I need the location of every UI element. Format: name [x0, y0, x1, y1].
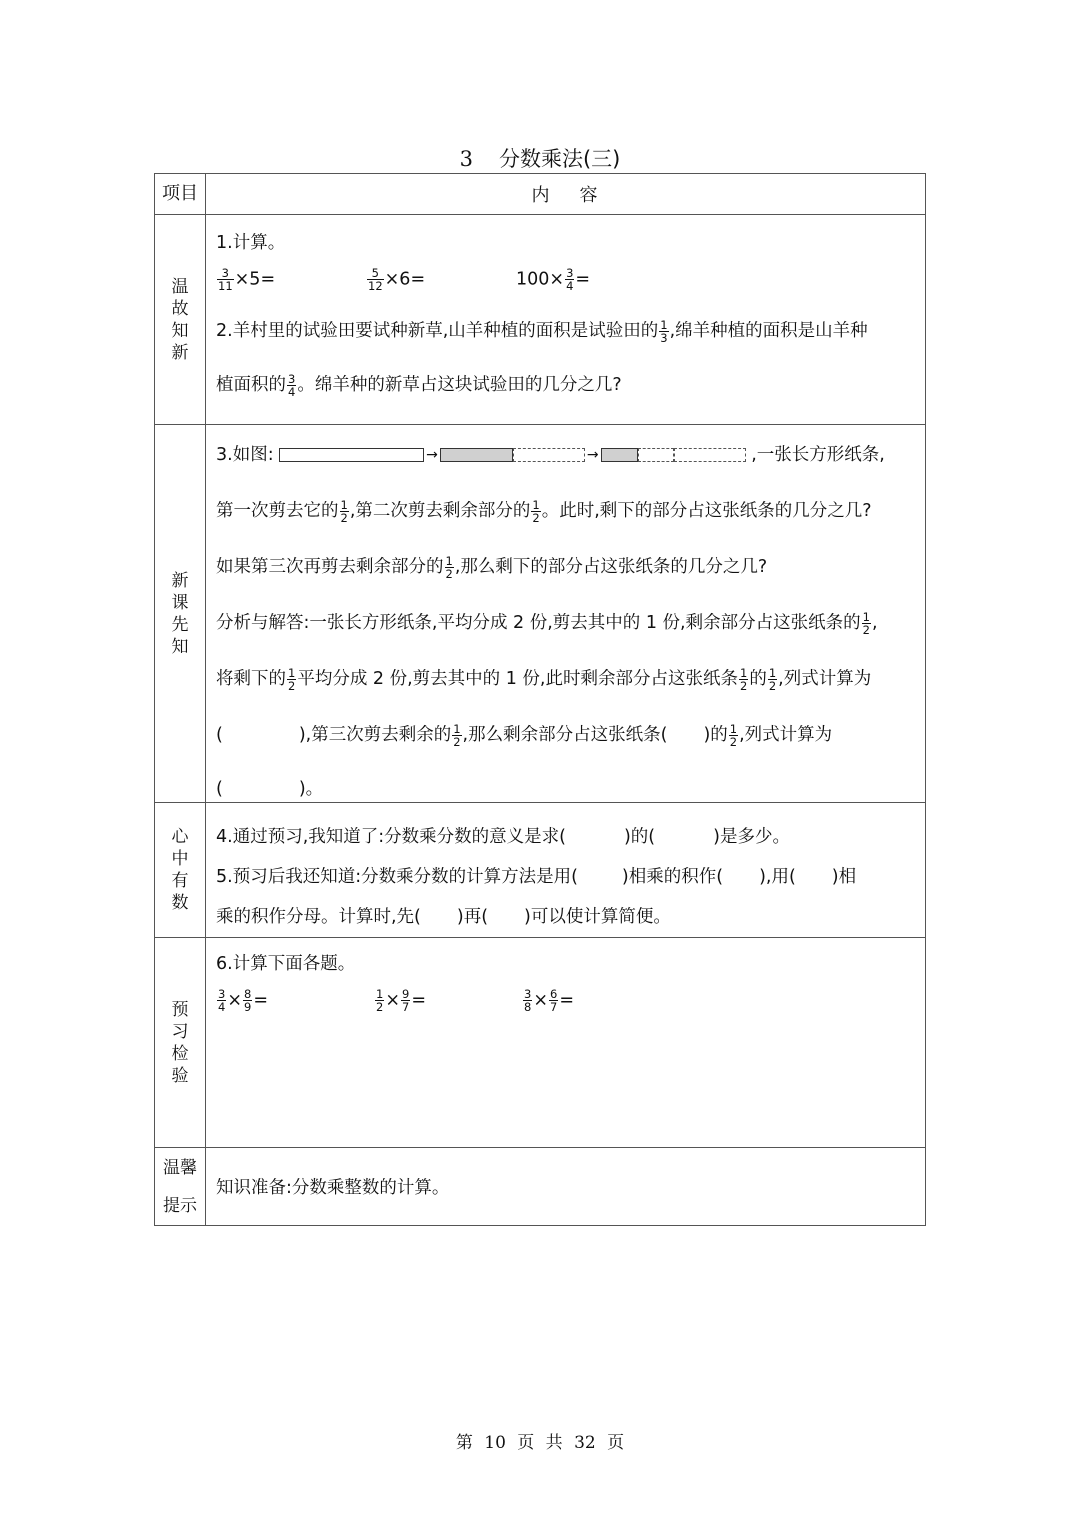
paper-strip-cut-twice [601, 448, 746, 462]
section-content-tips [206, 1148, 926, 1226]
section-new-lesson [155, 425, 926, 803]
q6-title: 6.计算下面各题。 [216, 954, 356, 974]
paper-strip-full [279, 448, 424, 462]
section-tips [155, 1148, 926, 1226]
section-mind [155, 803, 926, 938]
q6-calc-row [216, 988, 925, 1038]
section-label-review [155, 215, 206, 425]
fraction: $\frac{1}{2}$ [376, 987, 384, 1014]
header-col-item: 项目 [155, 174, 206, 215]
section-content-mind [206, 803, 926, 938]
header-content-char-2: 容 [579, 185, 600, 206]
label-text: 预习检验 [171, 999, 189, 1086]
section-content-new-lesson [206, 425, 926, 803]
q1-calc-row [216, 267, 925, 317]
fraction: $\frac{3}{4}$ [288, 371, 296, 399]
q5-line-2: 乘的积作分母。计算时,先( )再( )可以使计算简便。 [216, 907, 671, 927]
label-text: 心中有数 [171, 827, 189, 913]
section-label-tips [155, 1148, 206, 1226]
q1-title: 1.计算。 [216, 233, 286, 253]
title-number: 3 [459, 147, 473, 171]
calc-expression-2: $\frac{5}{12}$ ×6= [368, 266, 426, 293]
fraction: $\frac{1}{2}$ [729, 721, 738, 749]
fraction: $\frac{1}{2}$ [445, 553, 453, 581]
tips-text: 知识准备:分数乘整数的计算。 [216, 1178, 450, 1198]
q3-analysis-line-3: ( ),第三次剪去剩余的 $\frac{1}{2}$ ,那么剩余部分占这张纸条( )的 $\frac{1}{2}$ ,列式计算为 [216, 721, 833, 749]
fraction: $\frac{1}{2}$ [768, 665, 777, 693]
calc-expression-3: $\frac{3}{8}$ × $\frac{6}{7}$ = [524, 987, 574, 1014]
label-text: 温故知新 [171, 276, 189, 363]
calc-expression-1: $\frac{3}{4}$ × $\frac{8}{9}$ = [218, 987, 268, 1014]
q4-line: 4.通过预习,我知道了:分数乘分数的意义是求( )的( )是多少。 [216, 827, 790, 847]
q3-line-2: 第一次剪去它的 $\frac{1}{2}$ ,第二次剪去剩余部分的 $\frac{1}{2}$ 。此时,剩下的部分占这张纸条的几分之几? [216, 497, 872, 525]
label-text-2: 提示 [163, 1195, 197, 1216]
section-content-review [206, 215, 926, 425]
fraction: $\frac{1}{2}$ [288, 665, 296, 693]
table-header-row [155, 174, 926, 215]
fraction: $\frac{6}{7}$ [550, 987, 558, 1014]
calc-expression-2: $\frac{1}{2}$ × $\frac{9}{7}$ = [376, 987, 426, 1014]
fraction: $\frac{1}{2}$ [532, 497, 540, 525]
fraction: $\frac{1}{2}$ [340, 497, 348, 525]
header-col-content [206, 174, 926, 215]
page-title [0, 143, 1080, 173]
fraction: $\frac{1}{2}$ [739, 665, 748, 693]
arrow-right-icon: → [426, 447, 438, 463]
page-footer: 第 10 页 共 32 页 [455, 1433, 625, 1453]
label-text-1: 温馨 [163, 1157, 197, 1178]
section-label-mind [155, 803, 206, 938]
section-label-new-lesson [155, 425, 206, 803]
q3-analysis-line-4: ( )。 [216, 779, 324, 799]
worksheet-table [154, 173, 926, 1226]
fraction: $\frac{1}{3}$ [660, 317, 668, 345]
fraction: $\frac{1}{2}$ [453, 721, 461, 749]
section-check [155, 938, 926, 1148]
fraction: $\frac{3}{4}$ [566, 266, 574, 293]
section-label-check [155, 938, 206, 1148]
q2-line-1: 2.羊村里的试验田要试种新草,山羊种植的面积是试验田的 $\frac{1}{3}$ ,绵羊种植的面积是山羊种 [216, 317, 868, 345]
fraction: $\frac{8}{9}$ [244, 987, 252, 1014]
q2-line-2: 植面积的 $\frac{3}{4}$ 。绵羊种的新草占这块试验田的几分之几? [216, 371, 622, 399]
calc-expression-3: 100× $\frac{3}{4}$ = [516, 266, 591, 293]
fraction: $\frac{3}{8}$ [524, 987, 532, 1014]
fraction: $\frac{3}{4}$ [218, 987, 226, 1014]
paper-strip-cut-once [440, 448, 585, 462]
q5-line-1: 5.预习后我还知道:分数乘分数的计算方法是用( )相乘的积作( ),用( )相 [216, 867, 857, 887]
arrow-right-icon: → [586, 447, 599, 463]
fraction: $\frac{9}{7}$ [402, 987, 410, 1014]
q3-line-3: 如果第三次再剪去剩余部分的 $\frac{1}{2}$ ,那么剩下的部分占这张纸条的几分之几? [216, 553, 768, 581]
section-review [155, 215, 926, 425]
label-text: 新课先知 [171, 570, 189, 657]
q3-analysis-line-1: 分析与解答:一张长方形纸条,平均分成 2 份,剪去其中的 1 份,剩余部分占这张纸条的 $\frac{1}{2}$ , [216, 609, 878, 637]
q3-line-1: 3.如图: → → ,一张长方形纸条, [216, 445, 885, 465]
fraction: $\frac{3}{11}$ [218, 266, 233, 293]
calc-expression-1: $\frac{3}{11}$ ×5= [218, 266, 276, 293]
header-content-char-1: 内 [531, 185, 552, 206]
section-content-check [206, 938, 926, 1148]
fraction: $\frac{1}{2}$ [862, 609, 870, 637]
q3-analysis-line-2: 将剩下的 $\frac{1}{2}$ 平均分成 2 份,剪去其中的 1 份,此时剩余部分占这张纸条 $\frac{1}{2}$ 的 $\frac{1}{2}$ ,列式计算为 [216, 665, 872, 693]
title-text: 分数乘法(三) [498, 147, 621, 171]
fraction: $\frac{5}{12}$ [368, 266, 383, 293]
